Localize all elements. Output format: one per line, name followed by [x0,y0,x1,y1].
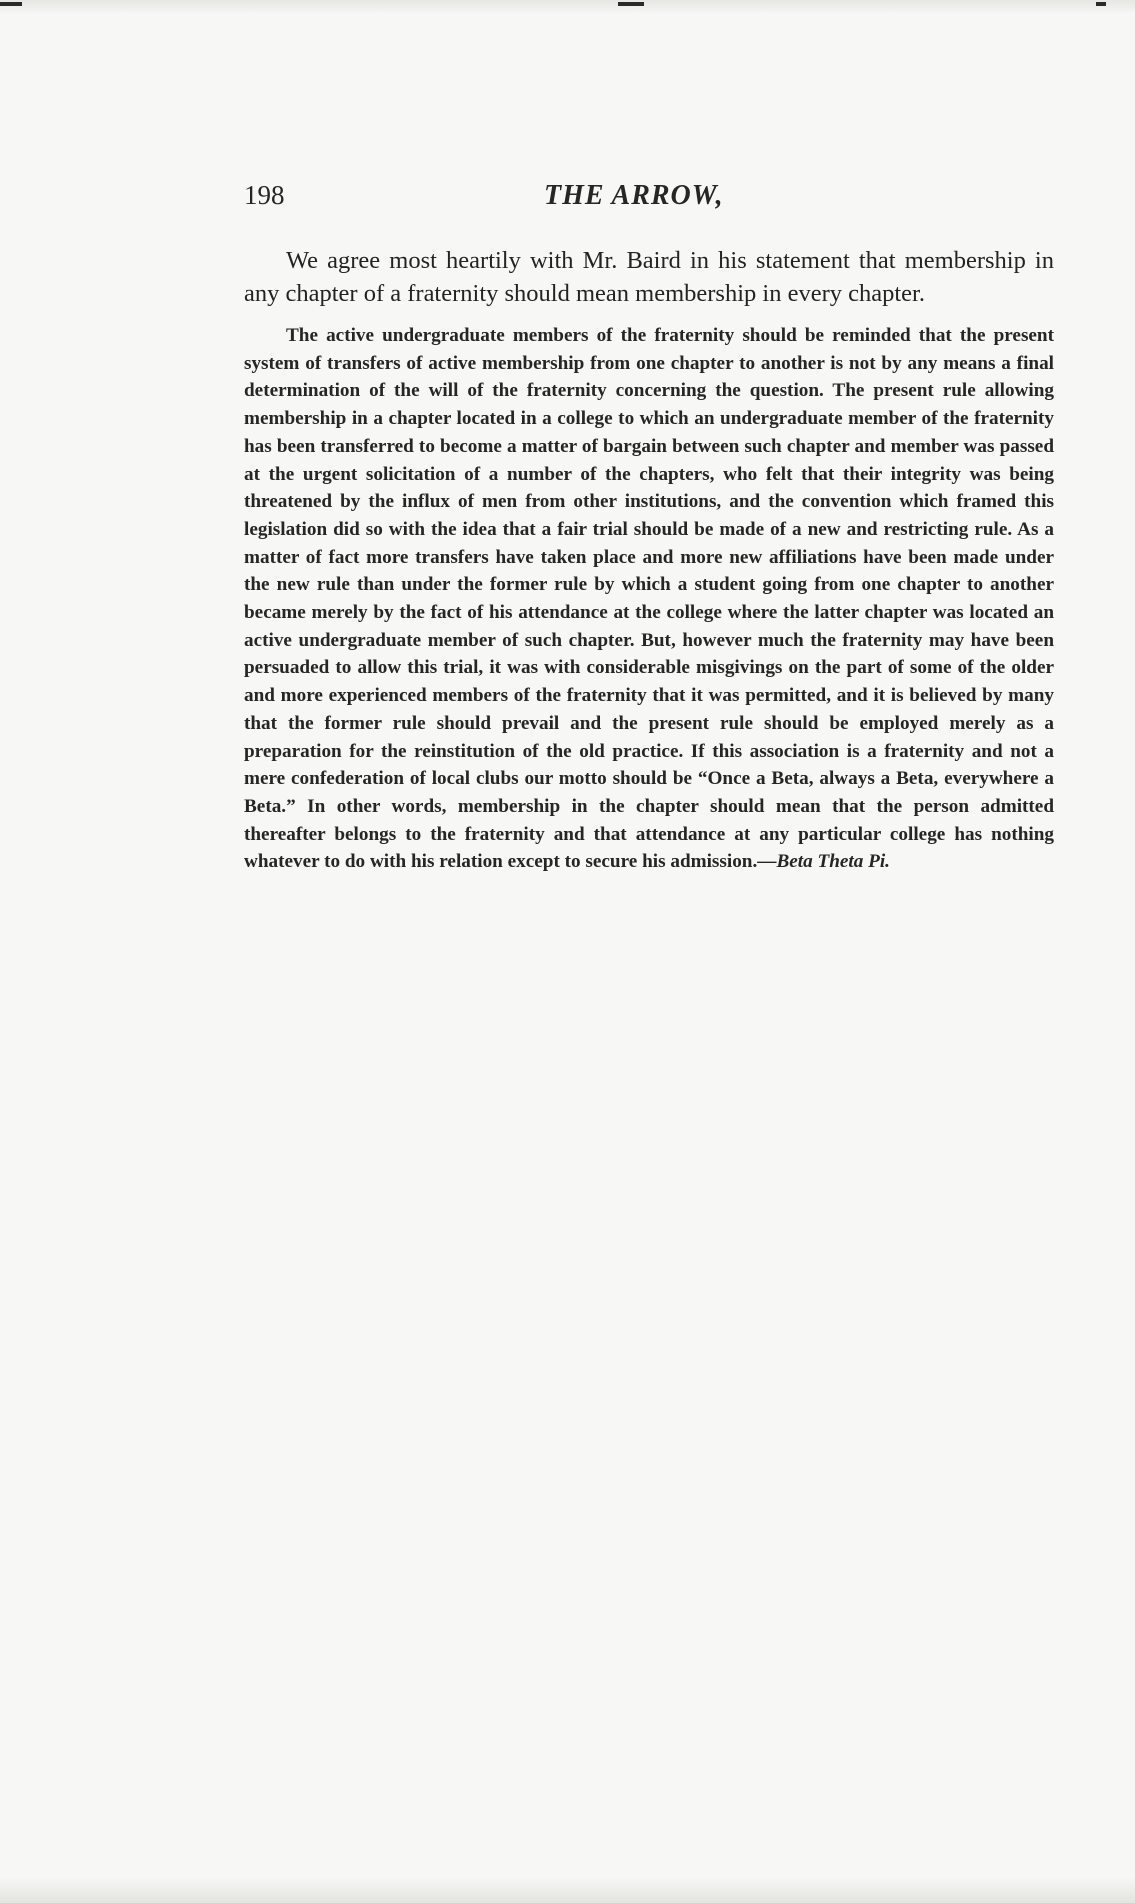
lead-paragraph: We agree most heartily with Mr. Baird in his statement that membership in any chapter of a fraternity should mean membership in every chapter. [244,247,1054,307]
running-title: THE ARROW, [544,180,724,211]
page-number: 198 [244,180,285,210]
main-paragraph-text: The active undergraduate members of the fraternity should be reminded that the present system of transfers of active membership from one chapter to another is not by any means a final determination of the will of the fraternity concerning the question. The present rule allowing membership in a chapter located in a college to which an undergraduate member of the fraternity has been transferred to become a matter of bargain between such chapter and member was passed at the urgent solicitation of a number of the chapters, who felt that their integrity was being threatened by the influx of men from other institutions, and the convention which framed this legislation did so with the idea that a fair trial should be made of a new and restricting rule. As a matter of fact more transfers have taken place and more new affiliations have been made under the new rule than under the former rule by which a student going from one chapter to another became merely by the fact of his attendance at the college where the latter chapter was located an active undergraduate member of such chapter. But, however much the fraternity may have been persuaded to allow this trial, it was with considerable misgivings on the part of some of the older and more experienced members of the fraternity that it was permitted, and it is believed by many that the former rule should prevail and the present rule should be employed merely as a preparation for the reinstitution of the old practice. If this association is a fraternity and not a mere confederation of local clubs our motto should be “Once a Beta, always a Beta, everywhere a Beta.” In other words, membership in the chapter should mean that the person admitted thereafter belongs to the fraternity and that attendance at any particular college has nothing whatever to do with his relation except to secure his admission.— [244,325,1054,873]
article-body [244,244,1054,876]
scan-mark [0,2,22,6]
main-paragraph [244,322,1054,876]
source-credit: Beta Theta Pi. [776,851,890,873]
scan-edge-top [0,0,1135,14]
scan-mark [618,2,644,6]
scan-edge-bottom [0,1877,1135,1903]
page-header [244,180,1054,220]
scan-mark [1096,2,1106,6]
